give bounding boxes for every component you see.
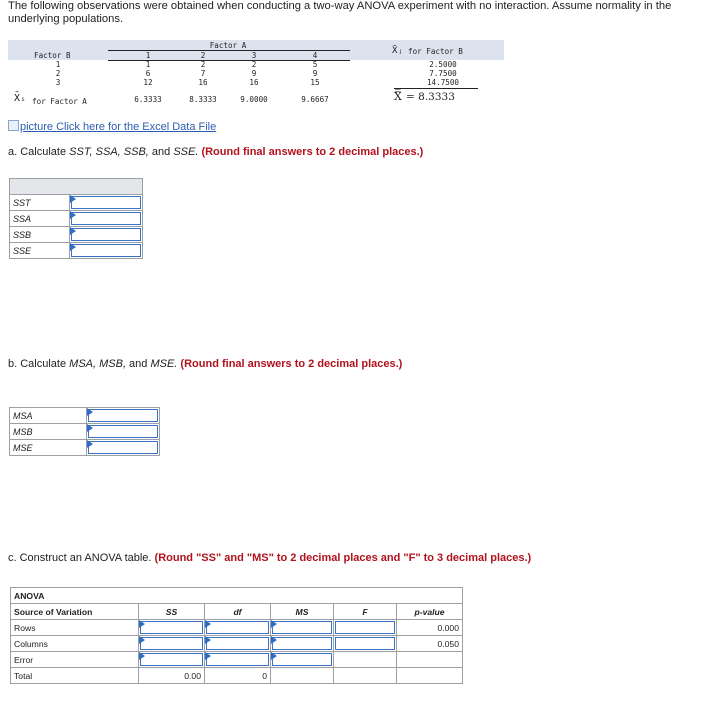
col-header-3: 3: [251, 51, 257, 60]
columns-f-input[interactable]: [334, 636, 397, 652]
question-a: a. Calculate SST, SSA, SSB, and SSE. (Round final answers to 2 decimal places.): [8, 146, 424, 158]
table-a-header: [10, 179, 143, 195]
row-label-msa: MSA: [10, 408, 87, 424]
mean-b-symbol: X̄ⱼ: [392, 46, 403, 56]
total-ms-cell: [271, 668, 334, 684]
picture-icon: [8, 120, 19, 131]
header-f: F: [334, 604, 397, 620]
source-columns: Columns: [11, 636, 139, 652]
row-label-msb: MSB: [10, 424, 87, 440]
source-rows: Rows: [11, 620, 139, 636]
mean-a-4: 9.6667: [301, 95, 329, 104]
mse-input[interactable]: [87, 440, 160, 456]
table-b: [9, 407, 160, 456]
error-ss-input[interactable]: [139, 652, 205, 668]
mean-b-rule: [394, 88, 478, 89]
cell: 16: [249, 78, 259, 87]
rows-ms-input[interactable]: [271, 620, 334, 636]
grand-mean-value: = 8.3333: [406, 91, 455, 103]
cell: 15: [310, 78, 320, 87]
table-row: [11, 668, 463, 684]
header-source: Source of Variation: [11, 604, 139, 620]
mean-b-label: for Factor B: [408, 47, 463, 56]
col-header-1: 1: [145, 51, 151, 60]
factor-b-3: 3: [55, 78, 61, 87]
table-row: [11, 636, 463, 652]
mean-a-2: 8.3333: [189, 95, 217, 104]
mean-a-symbol: X̄ᵢ: [14, 93, 27, 104]
table-row: [10, 424, 160, 440]
cell: 5: [312, 60, 318, 69]
factor-b-label: Factor B: [34, 51, 71, 60]
source-error: Error: [11, 652, 139, 668]
ssa-input[interactable]: [70, 211, 143, 227]
sse-input[interactable]: [70, 243, 143, 259]
cell: 9: [312, 69, 318, 78]
columns-ms-input[interactable]: [271, 636, 334, 652]
mean-b-1: 2.5000: [429, 60, 457, 69]
data-panel: [8, 40, 504, 110]
cell: 16: [198, 78, 208, 87]
anova-header-row: [11, 604, 463, 620]
msa-input[interactable]: [87, 408, 160, 424]
cell: 12: [143, 78, 153, 87]
error-pvalue-cell: [397, 652, 463, 668]
header-ss: SS: [139, 604, 205, 620]
error-ms-input[interactable]: [271, 652, 334, 668]
excel-data-link[interactable]: picture Click here for the Excel Data File: [8, 120, 216, 133]
rows-ss-input[interactable]: [139, 620, 205, 636]
table-row: [11, 620, 463, 636]
table-a: [9, 178, 143, 259]
total-df: 0: [205, 668, 271, 684]
factor-b-2: 2: [55, 69, 61, 78]
table-row: [10, 408, 160, 424]
table-row: [10, 440, 160, 456]
error-df-input[interactable]: [205, 652, 271, 668]
rows-df-input[interactable]: [205, 620, 271, 636]
rows-pvalue: 0.000: [397, 620, 463, 636]
cell: 7: [200, 69, 206, 78]
ssb-input[interactable]: [70, 227, 143, 243]
source-total: Total: [11, 668, 139, 684]
table-row: [11, 652, 463, 668]
factor-b-1: 1: [55, 60, 61, 69]
columns-pvalue: 0.050: [397, 636, 463, 652]
mean-a-label: for Factor A: [32, 97, 87, 106]
header-df: df: [205, 604, 271, 620]
row-label-mse: MSE: [10, 440, 87, 456]
anova-title: ANOVA: [11, 588, 463, 604]
table-row: [10, 195, 143, 211]
sst-input[interactable]: [70, 195, 143, 211]
cell: 2: [200, 60, 206, 69]
total-pvalue-cell: [397, 668, 463, 684]
factor-a-label: Factor A: [209, 41, 247, 50]
row-label-sse: SSE: [10, 243, 70, 259]
error-f-cell: [334, 652, 397, 668]
anova-table: [10, 587, 463, 684]
mean-a-3: 9.0000: [240, 95, 268, 104]
cell: 1: [145, 60, 151, 69]
columns-ss-input[interactable]: [139, 636, 205, 652]
total-f-cell: [334, 668, 397, 684]
rows-f-input[interactable]: [334, 620, 397, 636]
mean-b-3: 14.7500: [426, 78, 459, 87]
header-pvalue: p-value: [397, 604, 463, 620]
columns-df-input[interactable]: [205, 636, 271, 652]
col-header-4: 4: [312, 51, 318, 60]
col-header-2: 2: [200, 51, 206, 60]
cell: 2: [251, 60, 257, 69]
header-ms: MS: [271, 604, 334, 620]
total-ss: 0.00: [139, 668, 205, 684]
row-label-ssb: SSB: [10, 227, 70, 243]
row-label-sst: SST: [10, 195, 70, 211]
mean-b-2: 7.7500: [429, 69, 457, 78]
question-c: c. Construct an ANOVA table. (Round "SS" and "MS" to 2 decimal places and "F" to 3 decimal places.): [8, 552, 532, 564]
table-row: [10, 243, 143, 259]
msb-input[interactable]: [87, 424, 160, 440]
question-b: b. Calculate MSA, MSB, and MSE. (Round final answers to 2 decimal places.): [8, 358, 403, 370]
problem-intro: The following observations were obtained when conducting a two-way ANOVA experiment with no interaction. Assume normality in the underlying populations.: [8, 0, 672, 25]
grand-mean-symbol: X̿: [394, 90, 402, 103]
table-row: [10, 211, 143, 227]
cell: 9: [251, 69, 257, 78]
row-label-ssa: SSA: [10, 211, 70, 227]
mean-a-1: 6.3333: [134, 95, 162, 104]
cell: 6: [145, 69, 151, 78]
table-row: [10, 227, 143, 243]
